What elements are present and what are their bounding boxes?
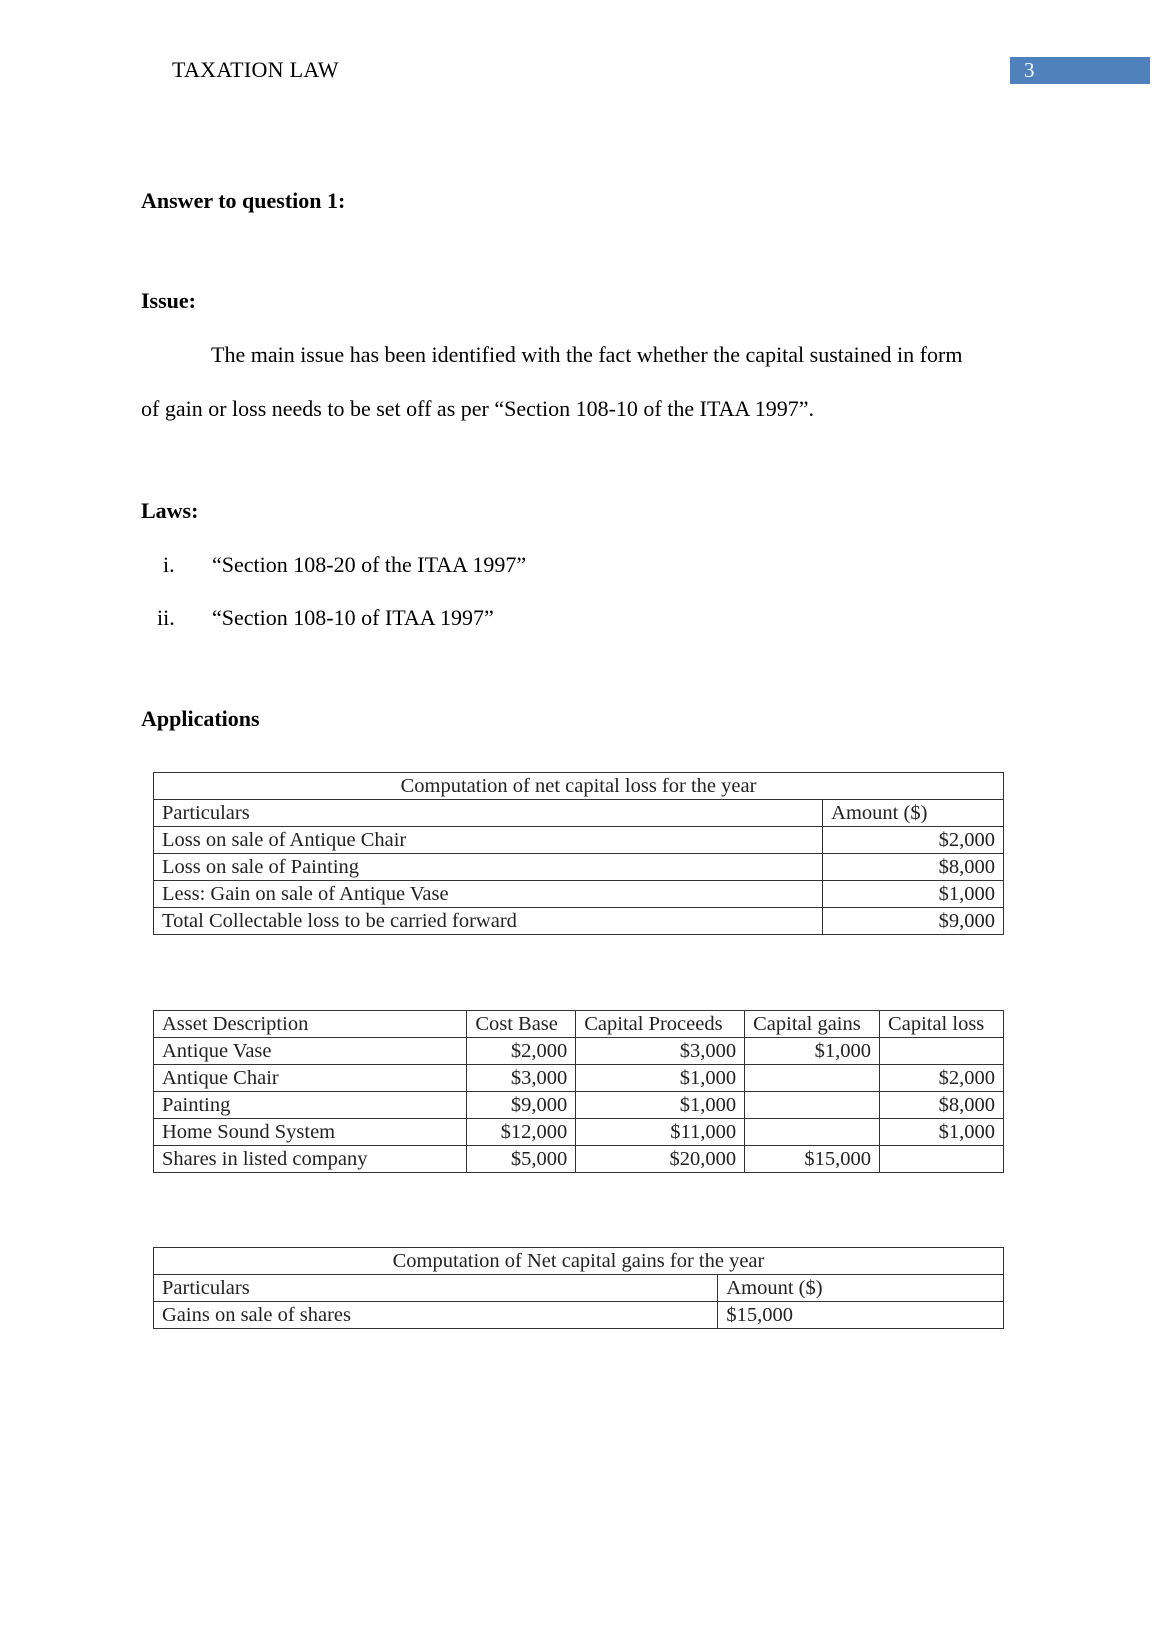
law-item-number: i. <box>163 552 175 577</box>
capital-proceeds-cell: $20,000 <box>576 1146 745 1173</box>
capital-loss-cell: $2,000 <box>880 1065 1004 1092</box>
row-amount: $2,000 <box>823 827 1004 854</box>
capital-proceeds-cell: $1,000 <box>576 1092 745 1119</box>
column-header-capital-proceeds: Capital Proceeds <box>576 1011 745 1038</box>
table-title: Computation of Net capital gains for the year <box>154 1248 1004 1275</box>
table-row <box>154 1092 1004 1119</box>
column-header-amount: Amount ($) <box>823 800 1004 827</box>
cost-base-cell: $3,000 <box>467 1065 576 1092</box>
table-title: Computation of net capital loss for the year <box>154 773 1004 800</box>
laws-heading: Laws: <box>141 498 199 523</box>
table-row <box>154 827 1004 854</box>
column-header-particulars: Particulars <box>154 800 823 827</box>
capital-gains-cell <box>745 1119 880 1146</box>
row-label: Gains on sale of shares <box>154 1302 718 1329</box>
law-item-text: “Section 108-20 of the ITAA 1997” <box>212 552 527 577</box>
issue-line-1: The main issue has been identified with the fact whether the capital sustained in form <box>211 342 963 367</box>
table-header-row <box>154 1275 1004 1302</box>
table-title-row <box>154 773 1004 800</box>
table-row <box>154 1065 1004 1092</box>
column-header-asset-description: Asset Description <box>154 1011 467 1038</box>
asset-capital-table <box>153 1010 1004 1173</box>
net-capital-gains-table <box>153 1247 1004 1329</box>
capital-loss-cell <box>880 1038 1004 1065</box>
asset-description-cell: Shares in listed company <box>154 1146 467 1173</box>
net-capital-loss-table <box>153 772 1004 935</box>
table-row <box>154 908 1004 935</box>
row-amount: $15,000 <box>718 1302 1004 1329</box>
law-item-text: “Section 108-10 of ITAA 1997” <box>212 605 494 630</box>
asset-description-cell: Antique Vase <box>154 1038 467 1065</box>
column-header-capital-loss: Capital loss <box>880 1011 1004 1038</box>
table-row <box>154 1038 1004 1065</box>
table-row <box>154 1146 1004 1173</box>
column-header-capital-gains: Capital gains <box>745 1011 880 1038</box>
capital-gains-cell: $1,000 <box>745 1038 880 1065</box>
table-row <box>154 881 1004 908</box>
table-row <box>154 1119 1004 1146</box>
answer-heading: Answer to question 1: <box>141 188 346 213</box>
capital-loss-cell: $8,000 <box>880 1092 1004 1119</box>
table-header-row <box>154 800 1004 827</box>
table-row <box>154 1302 1004 1329</box>
capital-gains-cell <box>745 1092 880 1119</box>
row-amount: $1,000 <box>823 881 1004 908</box>
table-row <box>154 854 1004 881</box>
capital-gains-cell: $15,000 <box>745 1146 880 1173</box>
row-amount: $8,000 <box>823 854 1004 881</box>
row-label: Loss on sale of Painting <box>154 854 823 881</box>
cost-base-cell: $12,000 <box>467 1119 576 1146</box>
capital-loss-cell <box>880 1146 1004 1173</box>
issue-heading: Issue: <box>141 288 197 313</box>
issue-line-2: of gain or loss needs to be set off as per “Section 108-10 of the ITAA 1997”. <box>141 396 814 421</box>
column-header-cost-base: Cost Base <box>467 1011 576 1038</box>
table-header-row <box>154 1011 1004 1038</box>
table-title-row <box>154 1248 1004 1275</box>
capital-proceeds-cell: $1,000 <box>576 1065 745 1092</box>
cost-base-cell: $9,000 <box>467 1092 576 1119</box>
cost-base-cell: $2,000 <box>467 1038 576 1065</box>
capital-loss-cell: $1,000 <box>880 1119 1004 1146</box>
page-number: 3 <box>1010 57 1150 84</box>
law-item-number: ii. <box>157 605 175 630</box>
capital-proceeds-cell: $3,000 <box>576 1038 745 1065</box>
asset-description-cell: Antique Chair <box>154 1065 467 1092</box>
column-header-particulars: Particulars <box>154 1275 718 1302</box>
capital-proceeds-cell: $11,000 <box>576 1119 745 1146</box>
header-title: TAXATION LAW <box>172 57 339 82</box>
row-label: Total Collectable loss to be carried forward <box>154 908 823 935</box>
capital-gains-cell <box>745 1065 880 1092</box>
cost-base-cell: $5,000 <box>467 1146 576 1173</box>
asset-description-cell: Home Sound System <box>154 1119 467 1146</box>
applications-heading: Applications <box>141 706 260 731</box>
column-header-amount: Amount ($) <box>718 1275 1004 1302</box>
row-label: Less: Gain on sale of Antique Vase <box>154 881 823 908</box>
asset-description-cell: Painting <box>154 1092 467 1119</box>
row-label: Loss on sale of Antique Chair <box>154 827 823 854</box>
row-amount: $9,000 <box>823 908 1004 935</box>
